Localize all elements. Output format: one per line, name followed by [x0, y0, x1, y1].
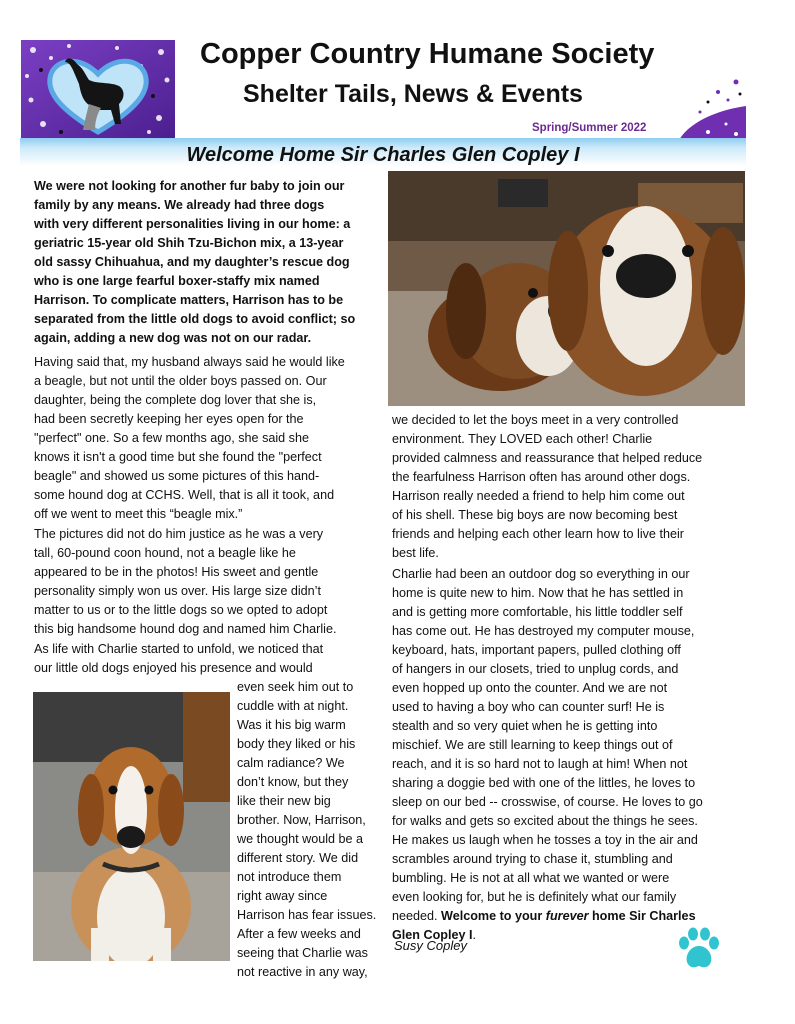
author-signature: Susy Copley [394, 938, 467, 953]
text-line: like their new big [237, 794, 331, 808]
text-line: We were not looking for another fur baby to join our [34, 179, 345, 193]
two-hound-dogs-photo [388, 171, 745, 406]
text-line: of his shell. These big boys are now becoming best [392, 508, 678, 522]
paragraph-boys-meet [392, 411, 747, 563]
text-line: mischief. We are still learning to keep things out of [392, 738, 673, 752]
article-title: Welcome Home Sir Charles Glen Copley I [186, 144, 580, 166]
text-line: sleep on our bed -- crosswise, of course. He loves to go [392, 795, 703, 809]
text-line: calm radiance? We [237, 756, 345, 770]
text-line: different story. We did [237, 851, 359, 865]
text-line: provided calmness and reassurance that helped reduce [392, 451, 703, 465]
dog-in-heart-logo-icon [21, 40, 175, 140]
text-line: a beagle, but not until the older boys passed on. Our [34, 374, 327, 388]
text-line: beagle" and showed us some pictures of this hand- [34, 469, 320, 483]
text-line: bumbling. He is not at all what we wanted or were [392, 871, 670, 885]
text-line: tall, 60-pound coon hound, not a beagle like he [34, 546, 296, 560]
text-line: who is one large fearful boxer-staffy mix named [34, 274, 320, 288]
text-line: our little old dogs enjoyed his presence and would [34, 661, 313, 675]
text-line: best life. [392, 546, 439, 560]
text-line: home is quite new to him. Now that he has settled in [392, 586, 684, 600]
paragraph-outdoor-dog [392, 565, 747, 945]
text-line: even seek him out to [237, 680, 354, 694]
issue-date: Spring/Summer 2022 [532, 122, 647, 134]
text-line: "perfect" one. So a few months ago, she said she [34, 431, 309, 445]
text-line: The pictures did not do him justice as he was a very [34, 527, 324, 541]
text-line: family by any means. We already had three dogs [34, 198, 325, 212]
text-line: used to having a boy who can counter surf! He is [392, 700, 665, 714]
text-line: even looking for, but he is definitely what our family [392, 890, 677, 904]
text-line: for walks and gets so excited about the things he sees. [392, 814, 698, 828]
text-line: we decided to let the boys meet in a very controlled [392, 413, 679, 427]
text-line: we thought would be a [237, 832, 364, 846]
text-line: stealth and so very quiet when he is getting into [392, 719, 658, 733]
text-line: brother. Now, Harrison, [237, 813, 366, 827]
text-line: appeared to be in the photos! His sweet and gentle [34, 565, 319, 579]
decorative-corner-art [678, 72, 746, 142]
text-line: this big handsome hound dog and named him Charlie. [34, 622, 337, 636]
text-line: separated from the little old dogs to avoid conflict; so [34, 312, 356, 326]
text-line: the fearfulness Harrison often has around other dogs. [392, 470, 691, 484]
text-line: After a few weeks and [237, 927, 361, 941]
text-line: Harrison has fear issues. [237, 908, 377, 922]
text-line: Charlie had been an outdoor dog so everything in our [392, 567, 690, 581]
text-line: sharing a doggie bed with one of the littles, he loves to [392, 776, 696, 790]
closing-line: needed. Welcome to your furever home Sir Charles [392, 909, 696, 923]
text-line: environment. They LOVED each other! Charlie [392, 432, 653, 446]
text-line: some hound dog at CCHS. Well, that is all it took, and [34, 488, 335, 502]
text-line: daughter, being the complete dog lover that she is, [34, 393, 317, 407]
text-line: and is getting more comfortable, his little toddler self [392, 605, 683, 619]
text-line: As life with Charlie started to unfold, we noticed that [34, 642, 324, 656]
text-line: old sassy Chihuahua, and my daughter’s rescue dog [34, 255, 350, 269]
text-line: even hopped up onto the counter. And we are not [392, 681, 668, 695]
text-line: personality simply won us over. His large size didn’t [34, 584, 321, 598]
paw-print-icon [676, 926, 722, 972]
text-line: reach, and it is so hard not to laugh at him! When not [392, 757, 688, 771]
text-line: not reactive in any way, [237, 965, 368, 979]
text-line: seeing that Charlie was [237, 946, 368, 960]
paragraph-coon-hound [34, 525, 384, 639]
text-line: again, adding a new dog was not on our radar. [34, 331, 312, 345]
text-line: cuddle with at night. [237, 699, 349, 713]
text-line: had been secretly keeping her eyes open for the [34, 412, 304, 426]
text-line: off we went to meet this “beagle mix.” [34, 507, 243, 521]
text-line: geriatric 15-year old Shih Tzu-Bichon mix, a 13-year [34, 236, 344, 250]
text-line: knows it isn't a good time but she found the "perfect [34, 450, 322, 464]
text-line: Was it his big warm [237, 718, 346, 732]
text-line: with very different personalities living in our home: a [34, 217, 351, 231]
text-line: scrambles around trying to chase it, stumbling and [392, 852, 673, 866]
text-line: friends and helping each other learn how to live their [392, 527, 684, 541]
text-line: matter to us or to the little dogs so we opted to adopt [34, 603, 328, 617]
closing-name-line: Glen Copley I. [392, 928, 476, 942]
organization-title: Copper Country Humane Society [200, 38, 655, 70]
text-line: Harrison. To complicate matters, Harrison has to be [34, 293, 344, 307]
text-line: body they liked or his [237, 737, 356, 751]
intro-paragraph [34, 177, 384, 348]
text-line: keyboard, hats, important papers, pulled clothing off [392, 643, 681, 657]
text-line: don’t know, but they [237, 775, 349, 789]
text-line: right away since [237, 889, 328, 903]
text-line: has come out. He has destroyed my computer mouse, [392, 624, 695, 638]
text-line: Harrison really needed a friend to help him come out [392, 489, 685, 503]
charlie-sitting-photo [33, 692, 230, 961]
text-line: not introduce them [237, 870, 342, 884]
text-line: He makes us laugh when he tosses a toy in the air and [392, 833, 698, 847]
paragraph-beagle [34, 353, 384, 524]
paragraph-life-with-charlie [34, 640, 384, 678]
text-line: of hangers in our closets, tried to unplug cords, and [392, 662, 679, 676]
paragraph-charlie-wrap [237, 678, 387, 982]
text-line: Having said that, my husband always said he would like [34, 355, 345, 369]
newsletter-title: Shelter Tails, News & Events [243, 80, 583, 108]
